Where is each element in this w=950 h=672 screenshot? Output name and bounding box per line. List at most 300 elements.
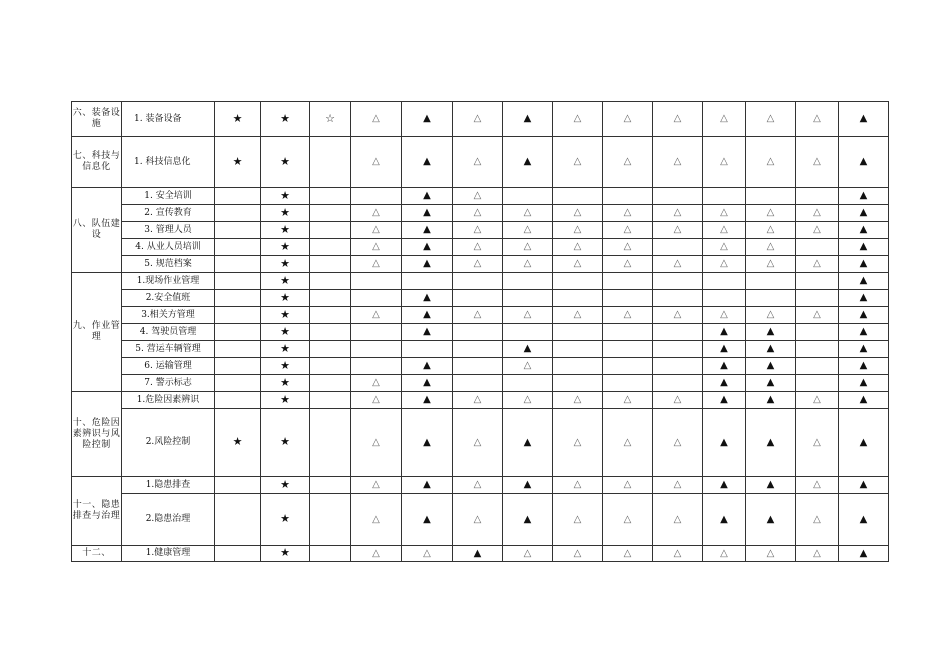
hollow-triangle-icon: △ — [473, 513, 482, 525]
filled-triangle-icon: ▲ — [859, 377, 868, 388]
hollow-triangle-icon: △ — [673, 224, 682, 235]
item-cell: 1. 安全培训 — [122, 188, 215, 205]
filled-star-icon: ★ — [280, 358, 290, 372]
hollow-triangle-icon: △ — [813, 156, 821, 167]
matrix-cell — [603, 102, 653, 137]
matrix-cell — [653, 341, 703, 358]
matrix-cell — [402, 324, 453, 341]
filled-triangle-icon: ▲ — [423, 326, 431, 337]
filled-triangle-icon: ▲ — [423, 190, 431, 201]
matrix-cell — [453, 477, 503, 494]
category-cell: 十一、隐患排查与治理 — [72, 477, 122, 546]
matrix-cell — [261, 494, 310, 546]
matrix-cell — [215, 392, 261, 409]
filled-triangle-icon: ▲ — [720, 394, 728, 405]
matrix-cell — [703, 307, 746, 324]
matrix-cell — [261, 222, 310, 239]
matrix-cell — [215, 290, 261, 307]
hollow-triangle-icon: △ — [372, 241, 380, 252]
hollow-triangle-icon: △ — [473, 436, 482, 448]
matrix-cell — [653, 188, 703, 205]
matrix-cell — [453, 205, 503, 222]
hollow-triangle-icon: △ — [766, 547, 775, 559]
filled-triangle-icon: ▲ — [859, 113, 868, 124]
matrix-cell — [215, 256, 261, 273]
matrix-cell — [553, 307, 603, 324]
matrix-cell — [453, 341, 503, 358]
filled-triangle-icon: ▲ — [766, 479, 775, 490]
hollow-triangle-icon: △ — [623, 224, 632, 235]
matrix-cell — [603, 273, 653, 290]
filled-star-icon: ★ — [280, 307, 290, 321]
hollow-triangle-icon: △ — [813, 479, 821, 490]
hollow-star-icon: ☆ — [325, 111, 335, 125]
hollow-triangle-icon: △ — [473, 207, 482, 218]
matrix-cell — [503, 290, 553, 307]
matrix-cell — [503, 546, 553, 562]
hollow-triangle-icon: △ — [766, 113, 775, 124]
matrix-cell — [553, 102, 603, 137]
matrix-cell — [310, 239, 351, 256]
matrix-cell — [215, 546, 261, 562]
matrix-cell — [503, 477, 553, 494]
table-row — [72, 392, 889, 409]
matrix-cell — [653, 137, 703, 188]
matrix-cell — [553, 205, 603, 222]
hollow-triangle-icon: △ — [573, 436, 582, 448]
matrix-cell — [703, 546, 746, 562]
matrix-cell — [553, 222, 603, 239]
item-cell: 6. 运输管理 — [122, 358, 215, 375]
matrix-cell — [746, 273, 796, 290]
hollow-triangle-icon: △ — [813, 547, 821, 559]
matrix-cell — [839, 222, 889, 239]
hollow-triangle-icon: △ — [673, 394, 682, 405]
table-row — [72, 137, 889, 188]
matrix-cell — [603, 256, 653, 273]
matrix-cell — [603, 324, 653, 341]
matrix-cell — [796, 324, 839, 341]
hollow-triangle-icon: △ — [423, 547, 431, 559]
matrix-cell — [796, 307, 839, 324]
matrix-cell — [351, 188, 402, 205]
matrix-cell — [402, 256, 453, 273]
matrix-cell — [215, 102, 261, 137]
matrix-cell — [703, 477, 746, 494]
table-row — [72, 324, 889, 341]
matrix-cell — [746, 188, 796, 205]
matrix-cell — [839, 324, 889, 341]
hollow-triangle-icon: △ — [573, 309, 582, 320]
matrix-cell — [503, 409, 553, 477]
matrix-cell — [703, 392, 746, 409]
hollow-triangle-icon: △ — [623, 394, 632, 405]
hollow-triangle-icon: △ — [473, 241, 482, 252]
matrix-cell — [310, 477, 351, 494]
matrix-cell — [310, 222, 351, 239]
hollow-triangle-icon: △ — [766, 207, 775, 218]
matrix-cell — [553, 341, 603, 358]
hollow-triangle-icon: △ — [573, 394, 582, 405]
matrix-cell — [503, 307, 553, 324]
hollow-triangle-icon: △ — [673, 258, 682, 269]
matrix-cell — [603, 477, 653, 494]
hollow-triangle-icon: △ — [573, 224, 582, 235]
matrix-cell — [453, 102, 503, 137]
table-row — [72, 341, 889, 358]
matrix-cell — [351, 205, 402, 222]
filled-triangle-icon: ▲ — [766, 436, 775, 448]
matrix-cell — [553, 392, 603, 409]
table-row — [72, 273, 889, 290]
filled-triangle-icon: ▲ — [423, 156, 431, 167]
filled-triangle-icon: ▲ — [766, 513, 775, 525]
hollow-triangle-icon: △ — [573, 207, 582, 218]
matrix-cell — [839, 392, 889, 409]
matrix-cell — [310, 494, 351, 546]
filled-triangle-icon: ▲ — [523, 113, 532, 124]
hollow-triangle-icon: △ — [473, 156, 482, 167]
hollow-triangle-icon: △ — [523, 224, 532, 235]
matrix-cell — [453, 273, 503, 290]
item-cell: 5. 规范档案 — [122, 256, 215, 273]
hollow-triangle-icon: △ — [673, 479, 682, 490]
hollow-triangle-icon: △ — [573, 547, 582, 559]
filled-triangle-icon: ▲ — [523, 156, 532, 167]
matrix-cell — [310, 290, 351, 307]
matrix-cell — [653, 273, 703, 290]
matrix-cell — [553, 358, 603, 375]
matrix-cell — [503, 205, 553, 222]
filled-triangle-icon: ▲ — [720, 513, 728, 525]
matrix-cell — [746, 375, 796, 392]
filled-triangle-icon: ▲ — [859, 547, 868, 559]
matrix-cell — [839, 205, 889, 222]
hollow-triangle-icon: △ — [766, 241, 775, 252]
matrix-cell — [261, 273, 310, 290]
matrix-cell — [653, 494, 703, 546]
matrix-cell — [553, 188, 603, 205]
matrix-cell — [453, 409, 503, 477]
item-cell: 2. 宣传教育 — [122, 205, 215, 222]
hollow-triangle-icon: △ — [372, 224, 380, 235]
item-cell: 1. 装备设备 — [122, 102, 215, 137]
matrix-cell — [453, 358, 503, 375]
matrix-cell — [553, 137, 603, 188]
matrix-cell — [796, 375, 839, 392]
hollow-triangle-icon: △ — [813, 436, 821, 448]
matrix-cell — [402, 222, 453, 239]
matrix-cell — [839, 102, 889, 137]
filled-triangle-icon: ▲ — [859, 513, 868, 525]
matrix-cell — [796, 477, 839, 494]
responsibility-matrix-table — [71, 101, 889, 562]
matrix-cell — [261, 358, 310, 375]
matrix-cell — [653, 256, 703, 273]
hollow-triangle-icon: △ — [720, 258, 728, 269]
matrix-cell — [261, 137, 310, 188]
matrix-cell — [796, 137, 839, 188]
matrix-cell — [653, 222, 703, 239]
matrix-cell — [703, 222, 746, 239]
matrix-cell — [653, 409, 703, 477]
hollow-triangle-icon: △ — [573, 113, 582, 124]
matrix-cell — [310, 205, 351, 222]
matrix-cell — [215, 341, 261, 358]
filled-triangle-icon: ▲ — [859, 292, 868, 303]
matrix-cell — [402, 239, 453, 256]
matrix-cell — [839, 341, 889, 358]
hollow-triangle-icon: △ — [720, 207, 728, 218]
matrix-cell — [402, 307, 453, 324]
filled-triangle-icon: ▲ — [523, 343, 532, 354]
hollow-triangle-icon: △ — [766, 309, 775, 320]
matrix-cell — [351, 546, 402, 562]
filled-star-icon: ★ — [280, 375, 290, 389]
table-row — [72, 205, 889, 222]
filled-triangle-icon: ▲ — [720, 326, 728, 337]
matrix-cell — [603, 358, 653, 375]
matrix-cell — [653, 392, 703, 409]
filled-triangle-icon: ▲ — [859, 436, 868, 448]
matrix-cell — [796, 205, 839, 222]
matrix-cell — [351, 307, 402, 324]
matrix-cell — [703, 273, 746, 290]
matrix-cell — [703, 290, 746, 307]
filled-triangle-icon: ▲ — [859, 156, 868, 167]
matrix-cell — [402, 358, 453, 375]
hollow-triangle-icon: △ — [372, 309, 380, 320]
hollow-triangle-icon: △ — [523, 309, 532, 320]
item-cell: 7. 警示标志 — [122, 375, 215, 392]
matrix-cell — [839, 290, 889, 307]
matrix-cell — [603, 205, 653, 222]
matrix-cell — [310, 307, 351, 324]
filled-triangle-icon: ▲ — [720, 377, 728, 388]
matrix-cell — [351, 494, 402, 546]
hollow-triangle-icon: △ — [673, 113, 682, 124]
matrix-cell — [310, 546, 351, 562]
matrix-cell — [215, 205, 261, 222]
matrix-cell — [553, 477, 603, 494]
matrix-cell — [796, 358, 839, 375]
matrix-cell — [351, 477, 402, 494]
matrix-cell — [703, 409, 746, 477]
filled-star-icon: ★ — [232, 111, 243, 125]
matrix-cell — [796, 409, 839, 477]
matrix-cell — [703, 494, 746, 546]
matrix-cell — [653, 477, 703, 494]
matrix-cell — [261, 546, 310, 562]
matrix-cell — [746, 256, 796, 273]
matrix-cell — [402, 290, 453, 307]
filled-triangle-icon: ▲ — [859, 326, 868, 337]
matrix-cell — [703, 102, 746, 137]
matrix-cell — [503, 392, 553, 409]
hollow-triangle-icon: △ — [372, 513, 380, 525]
hollow-triangle-icon: △ — [813, 224, 821, 235]
matrix-cell — [603, 409, 653, 477]
filled-triangle-icon: ▲ — [720, 360, 728, 371]
matrix-cell — [215, 273, 261, 290]
matrix-cell — [351, 392, 402, 409]
matrix-cell — [603, 341, 653, 358]
matrix-cell — [351, 375, 402, 392]
matrix-cell — [503, 375, 553, 392]
filled-triangle-icon: ▲ — [423, 309, 431, 320]
hollow-triangle-icon: △ — [813, 309, 821, 320]
filled-triangle-icon: ▲ — [859, 309, 868, 320]
filled-star-icon: ★ — [280, 392, 290, 406]
item-cell: 1.隐患排查 — [122, 477, 215, 494]
filled-triangle-icon: ▲ — [423, 513, 431, 525]
hollow-triangle-icon: △ — [720, 156, 728, 167]
hollow-triangle-icon: △ — [813, 513, 821, 525]
matrix-cell — [402, 188, 453, 205]
matrix-cell — [796, 494, 839, 546]
table-row — [72, 188, 889, 205]
hollow-triangle-icon: △ — [473, 113, 482, 124]
matrix-cell — [839, 256, 889, 273]
hollow-triangle-icon: △ — [573, 513, 582, 525]
matrix-cell — [261, 307, 310, 324]
matrix-cell — [215, 358, 261, 375]
matrix-cell — [839, 477, 889, 494]
matrix-cell — [553, 239, 603, 256]
category-cell: 六、装备设施 — [72, 102, 122, 137]
item-cell: 2.隐患治理 — [122, 494, 215, 546]
matrix-cell — [796, 239, 839, 256]
matrix-cell — [553, 409, 603, 477]
hollow-triangle-icon: △ — [523, 360, 532, 371]
hollow-triangle-icon: △ — [573, 479, 582, 490]
hollow-triangle-icon: △ — [720, 113, 728, 124]
matrix-cell — [215, 222, 261, 239]
filled-star-icon: ★ — [280, 435, 290, 448]
matrix-cell — [796, 256, 839, 273]
hollow-triangle-icon: △ — [523, 241, 532, 252]
matrix-cell — [453, 239, 503, 256]
matrix-cell — [839, 409, 889, 477]
table-row — [72, 307, 889, 324]
filled-triangle-icon: ▲ — [859, 241, 868, 252]
filled-triangle-icon: ▲ — [423, 241, 431, 252]
matrix-cell — [653, 358, 703, 375]
filled-star-icon: ★ — [280, 512, 290, 525]
matrix-cell — [503, 188, 553, 205]
matrix-cell — [796, 290, 839, 307]
filled-triangle-icon: ▲ — [859, 360, 868, 371]
matrix-cell — [839, 188, 889, 205]
item-cell: 3.相关方管理 — [122, 307, 215, 324]
hollow-triangle-icon: △ — [813, 207, 821, 218]
matrix-cell — [402, 477, 453, 494]
filled-triangle-icon: ▲ — [766, 377, 775, 388]
matrix-cell — [746, 324, 796, 341]
matrix-cell — [453, 324, 503, 341]
hollow-triangle-icon: △ — [473, 394, 482, 405]
filled-star-icon: ★ — [232, 154, 243, 168]
matrix-cell — [603, 375, 653, 392]
matrix-cell — [503, 256, 553, 273]
filled-triangle-icon: ▲ — [720, 479, 728, 490]
hollow-triangle-icon: △ — [372, 479, 380, 490]
hollow-triangle-icon: △ — [473, 258, 482, 269]
filled-triangle-icon: ▲ — [859, 275, 868, 286]
filled-triangle-icon: ▲ — [720, 436, 728, 448]
matrix-cell — [261, 188, 310, 205]
item-cell: 1.健康管理 — [122, 546, 215, 562]
matrix-cell — [839, 358, 889, 375]
hollow-triangle-icon: △ — [673, 309, 682, 320]
matrix-cell — [453, 494, 503, 546]
filled-triangle-icon: ▲ — [423, 436, 431, 448]
matrix-cell — [503, 358, 553, 375]
matrix-cell — [261, 239, 310, 256]
filled-triangle-icon: ▲ — [766, 343, 775, 354]
matrix-cell — [351, 239, 402, 256]
hollow-triangle-icon: △ — [523, 547, 532, 559]
matrix-cell — [553, 256, 603, 273]
filled-star-icon: ★ — [280, 546, 290, 559]
matrix-cell — [310, 409, 351, 477]
matrix-cell — [453, 188, 503, 205]
hollow-triangle-icon: △ — [623, 513, 632, 525]
matrix-cell — [351, 409, 402, 477]
matrix-cell — [653, 239, 703, 256]
matrix-cell — [746, 222, 796, 239]
matrix-cell — [351, 290, 402, 307]
hollow-triangle-icon: △ — [573, 156, 582, 167]
table-row — [72, 375, 889, 392]
filled-star-icon: ★ — [232, 435, 243, 448]
matrix-cell — [746, 477, 796, 494]
filled-star-icon: ★ — [280, 477, 290, 491]
matrix-cell — [402, 392, 453, 409]
hollow-triangle-icon: △ — [473, 309, 482, 320]
hollow-triangle-icon: △ — [720, 547, 728, 559]
matrix-cell — [796, 341, 839, 358]
table-row — [72, 222, 889, 239]
matrix-cell — [653, 205, 703, 222]
matrix-cell — [603, 392, 653, 409]
matrix-cell — [746, 137, 796, 188]
matrix-cell — [310, 324, 351, 341]
filled-triangle-icon: ▲ — [859, 258, 868, 269]
hollow-triangle-icon: △ — [623, 479, 632, 490]
matrix-cell — [603, 494, 653, 546]
matrix-cell — [796, 222, 839, 239]
filled-triangle-icon: ▲ — [766, 326, 775, 337]
matrix-cell — [603, 307, 653, 324]
matrix-cell — [653, 102, 703, 137]
matrix-cell — [215, 409, 261, 477]
filled-star-icon: ★ — [280, 256, 290, 270]
matrix-cell — [796, 392, 839, 409]
matrix-cell — [503, 494, 553, 546]
matrix-cell — [553, 273, 603, 290]
matrix-cell — [746, 102, 796, 137]
hollow-triangle-icon: △ — [813, 394, 821, 405]
table-row — [72, 102, 889, 137]
filled-triangle-icon: ▲ — [423, 479, 431, 490]
hollow-triangle-icon: △ — [623, 113, 632, 124]
matrix-cell — [746, 290, 796, 307]
matrix-cell — [215, 375, 261, 392]
matrix-cell — [553, 290, 603, 307]
matrix-cell — [261, 256, 310, 273]
matrix-cell — [796, 273, 839, 290]
